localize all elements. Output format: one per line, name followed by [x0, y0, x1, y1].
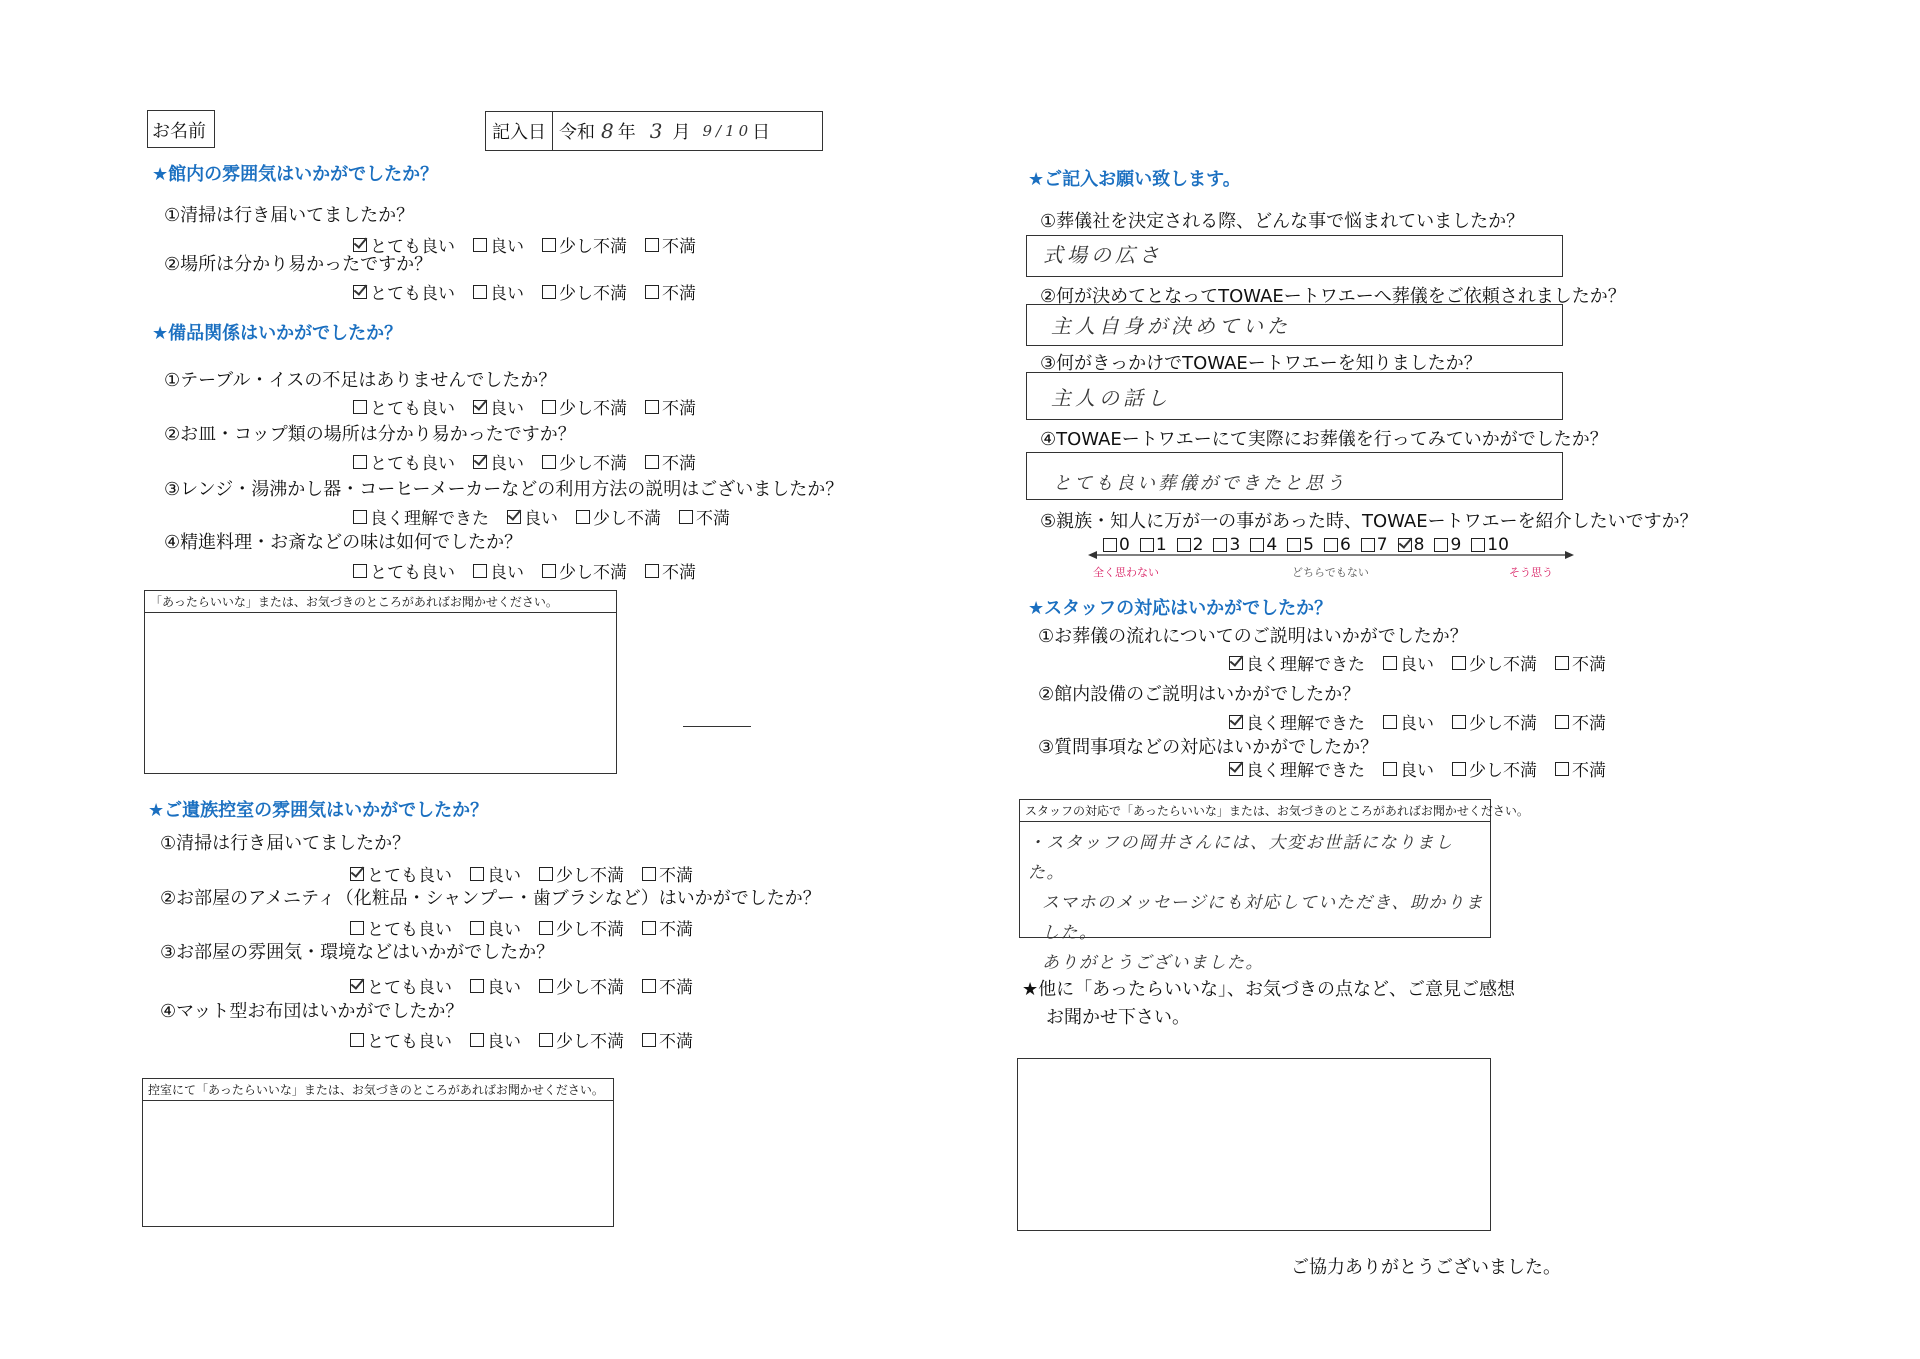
option-bad[interactable]: 不満	[679, 504, 730, 529]
question-room-amenities: ②お部屋のアメニティ（化粧品・シャンプー・歯ブラシなど）はいかがでしたか？	[160, 888, 821, 909]
checkbox[interactable]	[539, 921, 553, 935]
scale-option-5[interactable]: 5	[1287, 535, 1314, 555]
options-room-amenities	[350, 915, 693, 940]
checkbox[interactable]	[1555, 656, 1569, 670]
options-room-atmosphere	[350, 973, 693, 998]
question-recommend: ⑤親族・知人に万が一の事があった時、TOWAEートワエーを紹介したいですか？	[1040, 511, 1698, 532]
checkbox[interactable]	[1555, 715, 1569, 729]
checkbox[interactable]	[642, 1033, 656, 1047]
name-label: お名前	[152, 121, 206, 142]
option-bad[interactable]: 不満	[642, 1027, 693, 1052]
checkbox-checked[interactable]	[507, 510, 521, 524]
option-bad[interactable]: 不満	[1555, 709, 1606, 734]
comment-line: ・スタッフの岡井さんには、大変お世話になりました。	[1028, 833, 1454, 883]
question-tables-chairs: ①テーブル・イスの不足はありませんでしたか？	[164, 370, 557, 391]
checkbox-checked[interactable]	[353, 285, 367, 299]
checkbox-checked[interactable]	[473, 455, 487, 469]
checkbox[interactable]	[645, 285, 659, 299]
other-comments-title: ★他に「あったらいいな」、お気づきの点など、ご意見ご感想	[1022, 979, 1515, 1000]
option-bad[interactable]: 不満	[645, 449, 696, 474]
option-slightly-bad[interactable]: 少し不満	[539, 973, 624, 998]
checkbox[interactable]	[473, 564, 487, 578]
checkbox-checked[interactable]	[350, 867, 364, 881]
checkbox-checked[interactable]	[1229, 762, 1243, 776]
checkbox[interactable]	[470, 1033, 484, 1047]
divider	[683, 726, 751, 727]
option-good[interactable]: 良い	[470, 1027, 521, 1052]
checkbox-checked[interactable]	[1229, 715, 1243, 729]
option-very-good[interactable]: とても良い	[350, 973, 452, 998]
checkbox[interactable]	[539, 1033, 553, 1047]
section-venue-title: ★館内の雰囲気はいかがでしたか？	[152, 164, 439, 185]
option-slightly-bad[interactable]: 少し不満	[539, 1027, 624, 1052]
option-very-good[interactable]: とても良い	[353, 449, 455, 474]
scale-option-6[interactable]: 6	[1324, 535, 1351, 555]
option-good[interactable]: 良い	[470, 915, 521, 940]
option-slightly-bad[interactable]: 少し不満	[542, 232, 627, 257]
scale-option-9[interactable]: 9	[1434, 535, 1461, 555]
checkbox[interactable]	[645, 400, 659, 414]
scale-option-7[interactable]: 7	[1361, 535, 1388, 555]
checkbox[interactable]	[353, 564, 367, 578]
checkbox[interactable]	[1383, 762, 1397, 776]
option-bad[interactable]: 不満	[645, 279, 696, 304]
year-unit: 年	[617, 122, 636, 143]
checkbox[interactable]	[542, 455, 556, 469]
option-bad[interactable]: 不満	[645, 232, 696, 257]
checkbox[interactable]	[353, 510, 367, 524]
checkbox[interactable]	[1555, 762, 1569, 776]
checkbox[interactable]	[1383, 656, 1397, 670]
checkbox[interactable]	[679, 510, 693, 524]
thanks-text: ご協力ありがとうございました。	[1291, 1257, 1561, 1278]
option-slightly-bad[interactable]: 少し不満	[542, 449, 627, 474]
checkbox-checked[interactable]	[350, 979, 364, 993]
era: 令和	[559, 122, 595, 143]
day-value: 9/10	[702, 122, 753, 140]
checkbox[interactable]	[539, 867, 553, 881]
option-slightly-bad[interactable]: 少し不満	[1452, 709, 1537, 734]
option-good[interactable]: 良い	[473, 279, 524, 304]
question-decision-concerns: ①葬儀社を決定される際、どんな事で悩まれていましたか？	[1040, 211, 1525, 232]
option-very-good[interactable]: とても良い	[353, 558, 455, 583]
options-venue-location	[353, 279, 696, 304]
options-questions-handling	[1229, 756, 1606, 781]
option-bad[interactable]: 不満	[1555, 756, 1606, 781]
date-field[interactable]	[485, 111, 823, 151]
option-very-good[interactable]: とても良い	[350, 1027, 452, 1052]
option-slightly-bad[interactable]: 少し不満	[576, 504, 661, 529]
option-slightly-bad[interactable]: 少し不満	[539, 861, 624, 886]
checkbox[interactable]	[645, 455, 659, 469]
checkbox[interactable]	[353, 455, 367, 469]
checkbox-checked[interactable]	[1229, 656, 1243, 670]
equipment-comment-label: 「あったらいいな」または、お気づきのところがあればお聞かせください。	[145, 591, 616, 613]
option-slightly-bad[interactable]: 少し不満	[542, 558, 627, 583]
checkbox[interactable]	[473, 238, 487, 252]
option-understood[interactable]: 良く理解できた	[1229, 650, 1365, 675]
checkbox[interactable]	[350, 921, 364, 935]
checkbox[interactable]	[542, 285, 556, 299]
options-facility-explanation	[1229, 709, 1606, 734]
option-understood[interactable]: 良く理解できた	[1229, 756, 1365, 781]
question-experience: ④TOWAEートワエーにて実際にお葬儀を行ってみていかがでしたか？	[1040, 429, 1608, 450]
question-funeral-flow: ①お葬儀の流れについてのご説明はいかがでしたか？	[1038, 626, 1468, 647]
option-good[interactable]: 良い	[473, 558, 524, 583]
checkbox[interactable]	[539, 979, 553, 993]
date-label: 記入日	[486, 112, 553, 150]
option-good[interactable]: 良い	[507, 504, 558, 529]
option-good[interactable]: 良い	[473, 232, 524, 257]
question-deciding-factor: ②何が決めてとなってTOWAEートワエーへ葬儀をご依頼されましたか？	[1040, 286, 1626, 307]
question-appliance-instructions: ③レンジ・湯沸かし器・コーヒーメーカーなどの利用方法の説明はございましたか？	[164, 479, 844, 500]
checkbox[interactable]	[645, 238, 659, 252]
option-very-good[interactable]: とても良い	[353, 394, 455, 419]
checkbox[interactable]	[1452, 762, 1466, 776]
question-futon: ④マット型お布団はいかがでしたか？	[160, 1001, 464, 1022]
option-understood[interactable]: 良く理解できた	[1229, 709, 1365, 734]
option-bad[interactable]: 不満	[645, 558, 696, 583]
options-meal-taste	[353, 558, 696, 583]
checkbox[interactable]	[542, 238, 556, 252]
options-funeral-flow	[1229, 650, 1606, 675]
option-good[interactable]: 良い	[1383, 709, 1434, 734]
option-good[interactable]: 良い	[1383, 756, 1434, 781]
scale-low-label: 全く思わない	[1093, 566, 1159, 579]
question-dishes-cups: ②お皿・コップ類の場所は分かり易かったですか？	[164, 424, 576, 445]
checkbox[interactable]	[642, 921, 656, 935]
option-very-good[interactable]: とても良い	[350, 861, 452, 886]
comment-line: ありがとうございました。	[1042, 953, 1264, 973]
question-questions-handling: ③質問事項などの対応はいかがでしたか？	[1038, 737, 1379, 758]
checkbox[interactable]	[542, 564, 556, 578]
question-how-learned: ③何がきっかけでTOWAEートワエーを知りましたか？	[1040, 353, 1482, 374]
month-unit: 月	[672, 122, 691, 143]
other-comments-subtitle: お聞かせ下さい。	[1046, 1007, 1190, 1028]
answer-experience[interactable]: とても良い葬儀ができたと思う	[1026, 452, 1563, 500]
equipment-comment-box[interactable]	[144, 590, 617, 774]
option-bad[interactable]: 不満	[645, 394, 696, 419]
scale-option-8[interactable]: 8	[1398, 535, 1425, 555]
question-room-atmosphere: ③お部屋の雰囲気・環境などはいかがでしたか？	[160, 942, 555, 963]
option-good[interactable]: 良い	[473, 449, 524, 474]
name-field[interactable]	[147, 110, 215, 148]
option-very-good[interactable]: とても良い	[350, 915, 452, 940]
answer-how-learned[interactable]: 主人の話し	[1026, 372, 1563, 420]
checkbox[interactable]	[542, 400, 556, 414]
option-good[interactable]: 良い	[473, 394, 524, 419]
checkbox[interactable]	[1383, 715, 1397, 729]
checkbox[interactable]	[470, 921, 484, 935]
option-slightly-bad[interactable]: 少し不満	[1452, 650, 1537, 675]
checkbox[interactable]	[576, 510, 590, 524]
scale-arrow-icon	[1088, 549, 1574, 561]
option-good[interactable]: 良い	[470, 861, 521, 886]
family-room-comment-box[interactable]	[142, 1078, 614, 1227]
checkbox[interactable]	[470, 979, 484, 993]
options-appliance-instructions	[353, 504, 730, 529]
scale-option-0[interactable]: 0	[1103, 535, 1130, 555]
year-value: 8	[601, 119, 618, 143]
checkbox[interactable]	[353, 400, 367, 414]
day-unit: 日	[752, 122, 771, 143]
answer-deciding-factor[interactable]: 主人自身が決めていた	[1026, 304, 1563, 346]
staff-comment-label: スタッフの対応で「あったらいいな」または、お気づきのところがあればお聞かせください。	[1020, 800, 1490, 822]
checkbox[interactable]	[642, 979, 656, 993]
month-value: 3	[649, 119, 667, 143]
staff-comment-text	[1020, 822, 1490, 978]
comment-line: スマホのメッセージにも対応していただき、助かりました。	[1042, 893, 1484, 943]
option-bad[interactable]: 不満	[642, 973, 693, 998]
option-slightly-bad[interactable]: 少し不満	[542, 279, 627, 304]
checkbox[interactable]	[1452, 715, 1466, 729]
option-bad[interactable]: 不満	[1555, 650, 1606, 675]
question-meal-taste: ④精進料理・お斎などの味は如何でしたか？	[164, 532, 523, 553]
option-bad[interactable]: 不満	[642, 861, 693, 886]
scale-option-10[interactable]: 10	[1471, 535, 1509, 555]
scale-mid-label: どちらでもない	[1292, 566, 1369, 579]
option-bad[interactable]: 不満	[642, 915, 693, 940]
option-very-good[interactable]: とても良い	[353, 232, 455, 257]
options-room-cleanliness	[350, 861, 693, 886]
answer-decision-concerns[interactable]: 式場の広さ	[1026, 235, 1563, 277]
option-slightly-bad[interactable]: 少し不満	[542, 394, 627, 419]
option-understood[interactable]: 良く理解できた	[353, 504, 489, 529]
question-venue-cleanliness: ①清掃は行き届いてましたか？	[164, 205, 415, 226]
scale-high-label: そう思う	[1509, 566, 1553, 579]
scale-option-3[interactable]: 3	[1213, 535, 1240, 555]
option-slightly-bad[interactable]: 少し不満	[1452, 756, 1537, 781]
question-room-cleanliness: ①清掃は行き届いてましたか？	[160, 833, 411, 854]
family-room-comment-label: 控室にて「あったらいいな」または、お気づきのところがあればお聞かせください。	[143, 1079, 613, 1101]
section-equipment-title: ★備品関係はいかがでしたか？	[152, 323, 403, 344]
options-tables-chairs	[353, 394, 696, 419]
checkbox[interactable]	[642, 867, 656, 881]
scale-option-2[interactable]: 2	[1177, 535, 1204, 555]
question-facility-explanation: ②館内設備のご説明はいかがでしたか？	[1038, 684, 1361, 705]
staff-comment-box[interactable]	[1019, 799, 1529, 973]
checkbox[interactable]	[1452, 656, 1466, 670]
option-good[interactable]: 良い	[1383, 650, 1434, 675]
checkbox[interactable]	[473, 285, 487, 299]
options-dishes-cups	[353, 449, 696, 474]
section-staff-title: ★スタッフの対応はいかがでしたか？	[1028, 598, 1333, 619]
option-very-good[interactable]: とても良い	[353, 279, 455, 304]
question-venue-location: ②場所は分かり易かったですか？	[164, 254, 433, 275]
section-request-title: ★ご記入お願い致します。	[1028, 169, 1241, 190]
option-slightly-bad[interactable]: 少し不満	[539, 915, 624, 940]
checkbox-checked[interactable]	[473, 400, 487, 414]
other-comments-box[interactable]	[1017, 1058, 1491, 1231]
checkbox[interactable]	[470, 867, 484, 881]
option-good[interactable]: 良い	[470, 973, 521, 998]
options-futon	[350, 1027, 693, 1052]
checkbox[interactable]	[645, 564, 659, 578]
scale-option-1[interactable]: 1	[1140, 535, 1167, 555]
section-family-room-title: ★ご遺族控室の雰囲気はいかがでしたか？	[148, 800, 489, 821]
checkbox[interactable]	[350, 1033, 364, 1047]
scale-option-4[interactable]: 4	[1250, 535, 1277, 555]
